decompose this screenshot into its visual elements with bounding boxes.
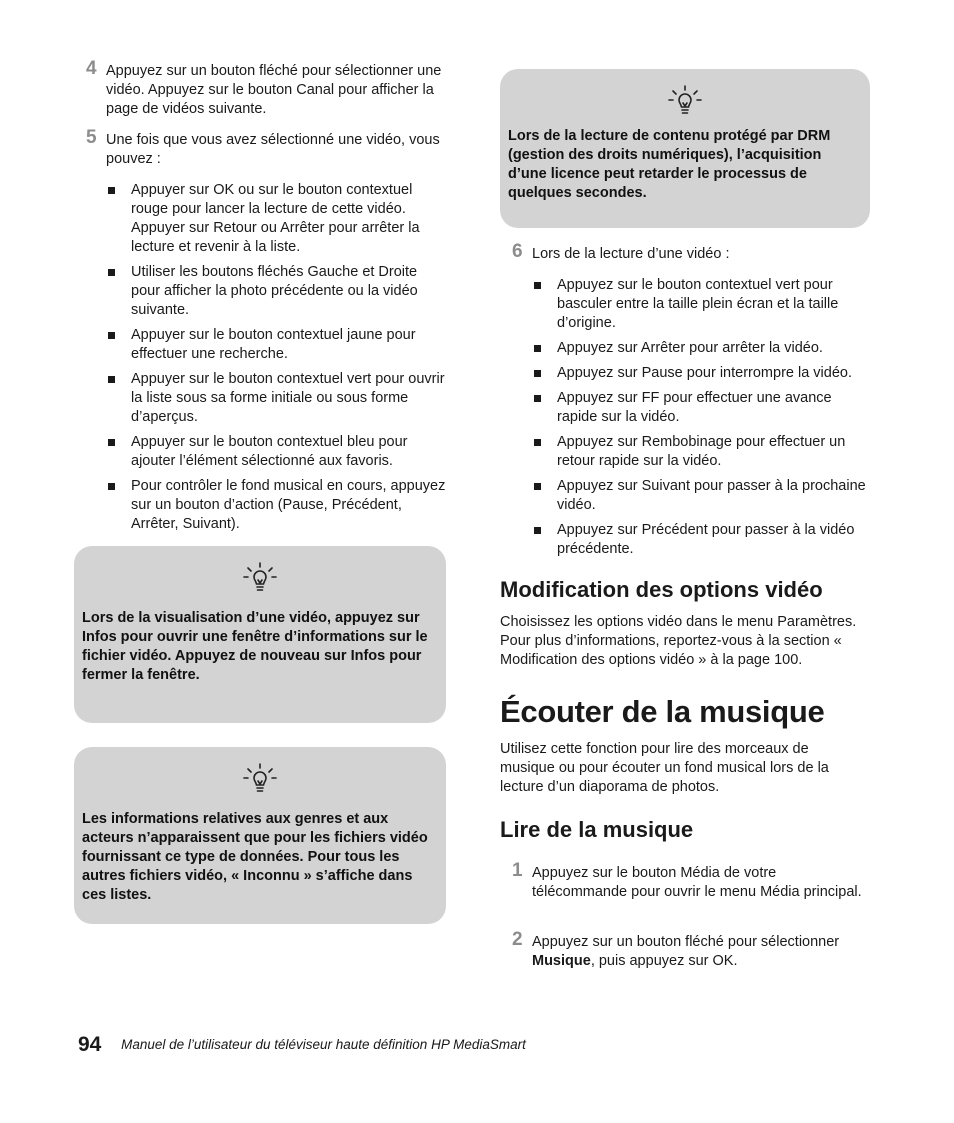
step-number: 6 <box>512 241 523 262</box>
tip-text: Lors de la lecture de contenu protégé par DRM (gestion des droits numériques), l’acquisition d’une licence peut retarder le processus de quelques secondes. <box>508 128 831 201</box>
list-item: Appuyez sur FF pour effectuer une avance rapide sur la vidéo. <box>510 389 872 427</box>
bullet-square-icon <box>534 395 541 402</box>
chapter-heading-music: Écouter de la musique <box>500 694 825 729</box>
page-number: 94 <box>78 1033 102 1056</box>
list-item: Appuyer sur le bouton contextuel bleu pour ajouter l’élément sélectionné aux favoris. <box>84 433 446 471</box>
step-number: 5 <box>86 127 97 148</box>
list-item: Appuyez sur Rembobinage pour effectuer un retour rapide sur la vidéo. <box>510 433 872 471</box>
tip-text: Les informations relatives aux genres et aux acteurs n’apparaissent que pour les fichiers vidéo fournissant ce type de données. Pour tous les autres fichiers vidéo, « Inconnu » s’affiche dans ces listes. <box>82 811 428 903</box>
section-heading-play-music: Lire de la musique <box>500 817 694 842</box>
bullet-square-icon <box>108 269 115 276</box>
list-item: Pour contrôler le fond musical en cours, appuyez sur un bouton d’action (Pause, Précédent, Arrêter, Suivant). <box>84 477 446 534</box>
list-item: Appuyer sur le bouton contextuel jaune pour effectuer une recherche. <box>84 326 446 364</box>
step-6 <box>512 241 870 264</box>
bullet-square-icon <box>108 187 115 194</box>
step-text: Appuyez sur le bouton Média de votre télécommande pour ouvrir le menu Média principal. <box>532 865 862 900</box>
bullet-square-icon <box>108 483 115 490</box>
paragraph: Choisissez les options vidéo dans le menu Paramètres. Pour plus d’informations, reportez-vous à la section « Modification des options vidéo » à la page 100. <box>500 614 857 668</box>
bullet-square-icon <box>534 370 541 377</box>
bullet-square-icon <box>108 332 115 339</box>
step-4 <box>86 58 446 119</box>
step-text: Appuyez sur un bouton fléché pour sélectionner une vidéo. Appuyez sur le bouton Canal pour afficher la page de vidéos suivante. <box>106 63 442 117</box>
lightbulb-icon <box>240 761 280 801</box>
list-item: Appuyez sur le bouton contextuel vert pour basculer entre la taille plein écran et la taille d’origine. <box>510 276 872 333</box>
bullet-list <box>84 181 446 540</box>
bold-term-musique: Musique <box>532 953 591 969</box>
bullet-square-icon <box>534 345 541 352</box>
step-text: Une fois que vous avez sélectionné une vidéo, vous pouvez : <box>106 132 440 167</box>
bullet-square-icon <box>534 282 541 289</box>
list-item: Appuyez sur Pause pour interrompre la vidéo. <box>510 364 872 383</box>
bullet-square-icon <box>534 527 541 534</box>
list-item: Utiliser les boutons fléchés Gauche et Droite pour afficher la photo précédente ou la vidéo suivante. <box>84 263 446 320</box>
bullet-square-icon <box>108 439 115 446</box>
tip-box-genres <box>74 747 446 924</box>
step-1 <box>512 860 862 902</box>
step-5 <box>86 127 446 169</box>
bullet-square-icon <box>534 439 541 446</box>
section-heading-video-options: Modification des options vidéo <box>500 577 823 602</box>
tip-text: Lors de la visualisation d’une vidéo, appuyez sur Infos pour ouvrir une fenêtre d’informations sur le fichier vidéo. Appuyez de nouveau sur Infos pour fermer la fenêtre. <box>82 610 428 683</box>
list-item: Appuyez sur Suivant pour passer à la prochaine vidéo. <box>510 477 872 515</box>
tip-box-info <box>74 546 446 723</box>
list-item: Appuyer sur le bouton contextuel vert pour ouvrir la liste sous sa forme initiale ou sous forme d’aperçus. <box>84 370 446 427</box>
list-item: Appuyez sur Précédent pour passer à la vidéo précédente. <box>510 521 872 559</box>
lightbulb-icon <box>240 560 280 600</box>
lightbulb-icon <box>665 83 705 123</box>
bullet-list <box>510 276 872 565</box>
paragraph: Utilisez cette fonction pour lire des morceaux de musique ou pour écouter un fond musical lors de la lecture d’un diaporama de photos. <box>500 741 829 795</box>
step-number: 1 <box>512 860 523 881</box>
step-text: Lors de la lecture d’une vidéo : <box>532 246 730 262</box>
step-number: 4 <box>86 58 97 79</box>
bullet-square-icon <box>108 376 115 383</box>
bullet-square-icon <box>534 483 541 490</box>
page-footer <box>78 1033 526 1057</box>
list-item: Appuyez sur Arrêter pour arrêter la vidéo. <box>510 339 872 358</box>
tip-box-drm <box>500 69 870 228</box>
step-number: 2 <box>512 929 523 950</box>
footer-title: Manuel de l’utilisateur du téléviseur haute définition HP MediaSmart <box>121 1037 526 1052</box>
step-2: 2 Appuyez sur un bouton fléché pour sélectionner Musique, puis appuyez sur OK. <box>512 929 840 969</box>
list-item: Appuyer sur OK ou sur le bouton contextuel rouge pour lancer la lecture de cette vidéo. Appuyer sur Retour ou Arrêter pour arrêter la lecture et revenir à la liste. <box>84 181 446 257</box>
